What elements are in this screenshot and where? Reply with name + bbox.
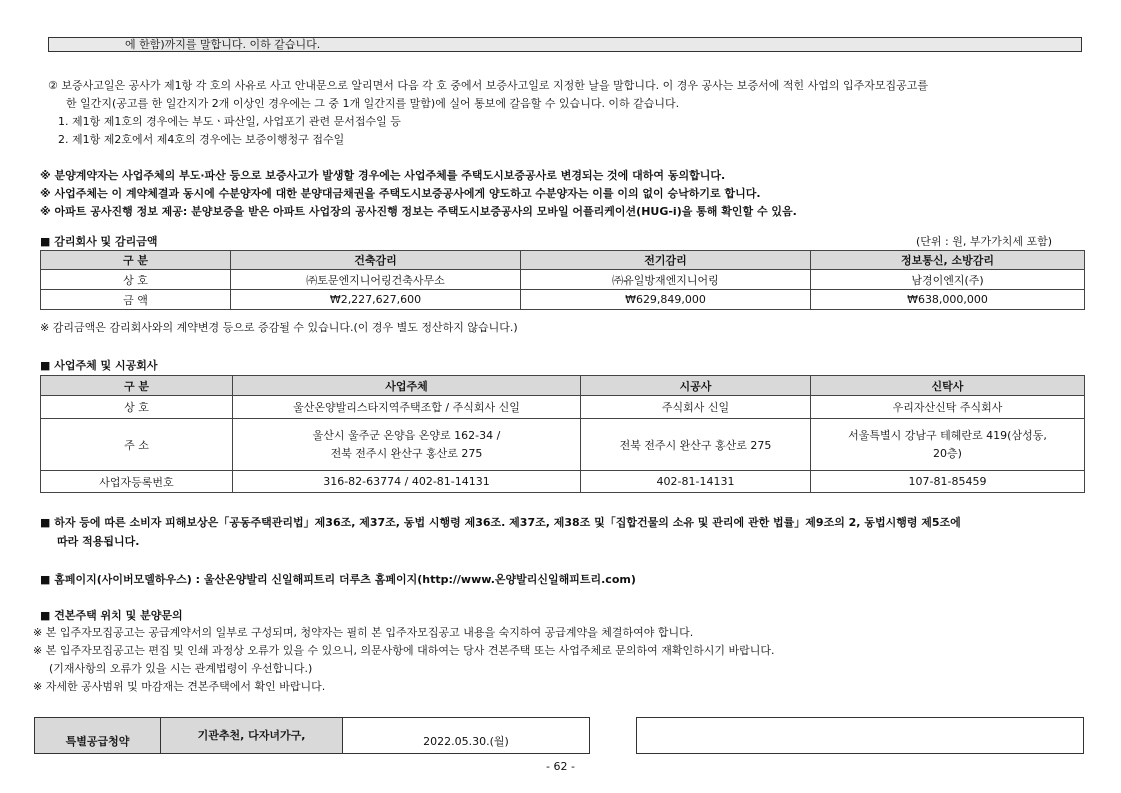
notice-hug-i: ※ 아파트 공사진행 정보 제공: 분양보증을 받은 아파트 사업장의 공사진행 정보는 주택도시보증공사의 모바일 어플리케이션(HUG-i)을 통해 확인할 수 있음. (40, 205, 797, 218)
notice-assignment: ※ 사업주체는 이 계약체결과 동시에 수분양자에 대한 분양대금채권을 주택도시보증공사에게 양도하고 수분양자는 이를 이의 없이 승낙하기로 합니다. (40, 187, 761, 200)
supervision-row-label: 금 액 (41, 290, 231, 310)
supervision-header-building: 건축감리 (231, 251, 521, 270)
supervision-section-title: ■ 감리회사 및 감리금액 (40, 235, 158, 248)
supervision-row-label: 상 호 (41, 270, 231, 290)
notice-consent: ※ 분양계약자는 사업주체의 부도·파산 등으로 보증사고가 발생할 경우에는 사업주체를 주택도시보증공사로 변경되는 것에 대하여 동의합니다. (40, 169, 726, 182)
top-box-text: 에 한함)까지를 말합니다. 이하 같습니다. (125, 38, 321, 51)
table-row (41, 270, 1085, 290)
model-house-note: (기재사항의 오류가 있을 시는 관계법령이 우선합니다.) (49, 662, 313, 675)
supervision-cell: ₩638,000,000 (811, 290, 1085, 310)
supervision-cell: ㈜토문엔지니어링건축사무소 (231, 270, 521, 290)
business-header-contractor: 시공사 (581, 376, 811, 396)
business-cell: 316-82-63774 / 402-81-14131 (233, 471, 581, 493)
supervision-unit: (단위 : 원, 부가가치세 포함) (916, 235, 1053, 248)
model-house-title: ■ 견본주택 위치 및 분양문의 (40, 609, 183, 622)
business-row-label: 주 소 (41, 419, 233, 471)
footer-empty-box (636, 717, 1084, 754)
footer-date: 2022.05.30.(월) (423, 735, 509, 748)
footer-label: 특별공급청약 (35, 718, 161, 753)
para2-line1: ② 보증사고일은 공사가 제1항 각 호의 사유로 사고 안내문으로 알리면서 다음 각 호 중에서 보증사고일로 지정한 날을 말합니다. 이 경우 공사는 보증서에 적힌 사업의 입주자모집공고를 (48, 79, 928, 92)
business-cell: 우리자산신탁 주식회사 (811, 396, 1085, 419)
business-cell: 주식회사 신일 (581, 396, 811, 419)
model-house-note: ※ 본 입주자모집공고는 공급계약서의 일부로 구성되며, 청약자는 필히 본 입주자모집공고 내용을 숙지하여 공급계약을 체결하여야 합니다. (33, 626, 694, 639)
supervision-header-category: 구 분 (41, 251, 231, 270)
model-house-note: ※ 본 입주자모집공고는 편집 및 인쇄 과정상 오류가 있을 수 있으니, 의문사항에 대하여는 당사 견본주택 또는 사업주체로 문의하여 재확인하시기 바랍니다. (33, 644, 775, 657)
supervision-note: ※ 감리금액은 감리회사와의 계약변경 등으로 증감될 수 있습니다.(이 경우 별도 정산하지 않습니다.) (40, 321, 518, 334)
business-header-category: 구 분 (41, 376, 233, 396)
footer-schedule-box (34, 717, 590, 754)
supervision-table (40, 250, 1085, 310)
developer-address-line2: 전북 전주시 완산구 홍산로 275 (330, 446, 483, 460)
business-cell (233, 419, 581, 471)
trust-address-line2: 20층) (933, 446, 962, 460)
business-cell: 402-81-14131 (581, 471, 811, 493)
supervision-cell: ₩629,849,000 (521, 290, 811, 310)
business-header-developer: 사업주체 (233, 376, 581, 396)
business-row-label: 상 호 (41, 396, 233, 419)
supervision-cell: 남경이엔지(주) (811, 270, 1085, 290)
business-cell: 107-81-85459 (811, 471, 1085, 493)
business-section-title: ■ 사업주체 및 시공회사 (40, 359, 158, 372)
trust-address-line1: 서울특별시 강남구 테헤란로 419(삼성동, (848, 428, 1047, 442)
defect-line1: ■ 하자 등에 따른 소비자 피해보상은「공동주택관리법」제36조, 제37조, 동법 시행령 제36조. 제37조, 제38조 및「집합건물의 소유 및 관리에 관한 법률」제9조의 2, 동법시행령 제5조에 (40, 516, 961, 529)
business-cell (811, 419, 1085, 471)
para2-item2: 2. 제1항 제2호에서 제4호의 경우에는 보증이행청구 접수일 (58, 133, 345, 146)
top-continuation-box (48, 37, 1082, 52)
supervision-cell: ㈜유일방재엔지니어링 (521, 270, 811, 290)
homepage-line: ■ 홈페이지(사이버모델하우스) : 울산온양발리 신일해피트리 더루츠 홈페이지(http://www.온양발리신일해피트리.com) (40, 573, 636, 586)
business-table (40, 375, 1085, 493)
business-cell: 전북 전주시 완산구 홍산로 275 (581, 419, 811, 471)
table-row (41, 290, 1085, 310)
page-number: - 62 - (546, 760, 575, 773)
model-house-note: ※ 자세한 공사범위 및 마감재는 견본주택에서 확인 바랍니다. (33, 680, 326, 693)
footer-type: 기관추천, 다자녀가구, (161, 718, 343, 753)
table-row (41, 396, 1085, 419)
supervision-header-electric: 전기감리 (521, 251, 811, 270)
table-row (41, 471, 1085, 493)
supervision-cell: ₩2,227,627,600 (231, 290, 521, 310)
para2-line2: 한 일간지(공고를 한 일간지가 2개 이상인 경우에는 그 중 1개 일간지를 말함)에 실어 통보에 갈음할 수 있습니다. 이하 같습니다. (66, 97, 680, 110)
business-row-label: 사업자등록번호 (41, 471, 233, 493)
supervision-header-telecom-fire: 정보통신, 소방감리 (811, 251, 1085, 270)
business-header-trust: 신탁사 (811, 376, 1085, 396)
table-row (41, 419, 1085, 471)
defect-line2: 따라 적용됩니다. (57, 535, 140, 548)
developer-address-line1: 울산시 울주군 온양읍 온양로 162-34 / (312, 428, 501, 442)
business-cell: 울산온양발리스타지역주택조합 / 주식회사 신일 (233, 396, 581, 419)
para2-item1: 1. 제1항 제1호의 경우에는 부도ㆍ파산일, 사업포기 관련 문서접수일 등 (58, 115, 401, 128)
